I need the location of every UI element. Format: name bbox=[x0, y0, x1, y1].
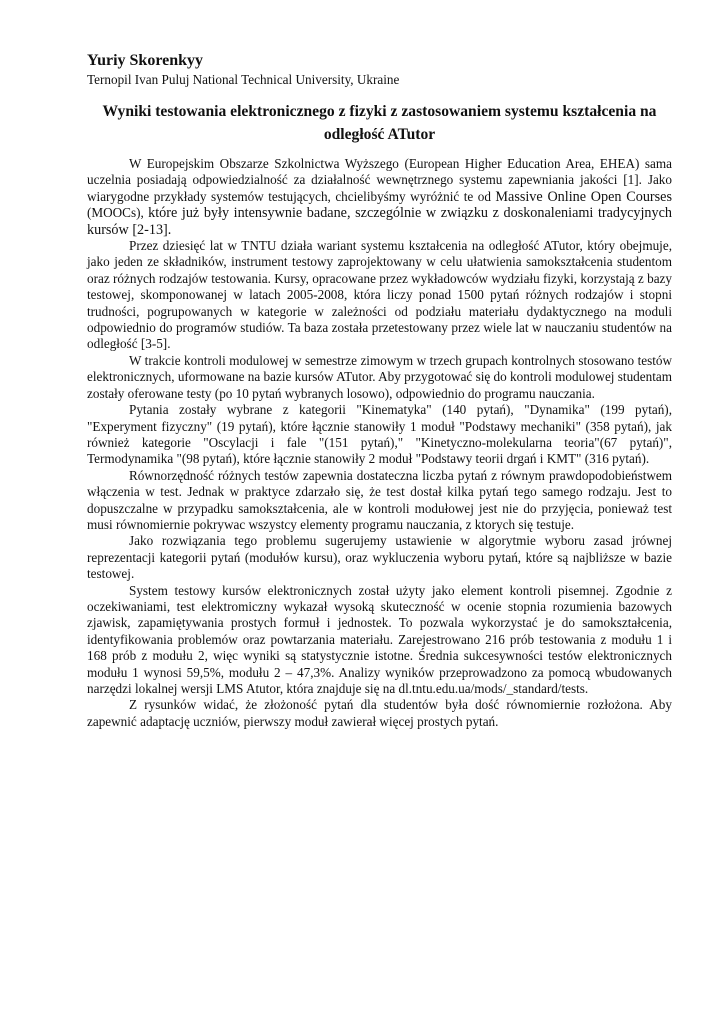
paper-title: Wyniki testowania elektronicznego z fizyki z zastosowaniem systemu kształcenia na odległość ATutor bbox=[102, 103, 657, 143]
paragraph-2: Przez dziesięć lat w TNTU działa wariant systemu kształcenia na odległość ATutor, który obejmuje, jako jeden ze składników, instrument testowy zaprojektowany w celu ułatwienia samokształcenia studentom oraz różnych rodzajów testowania. Kursy, opracowane przez wykładowców wydziału fizyki, korzystają z bazy testowej, skomponowanej w latach 2005-2008, która liczy ponad 1500 pytań różnych rodzajów i stopni trudności, pogrupowanych w kategorie w zależności od podziału materiału dydaktycznego na moduli odpowiednio do programów studiów. Ta baza została przetestowany przez wiele lat w nauczaniu studentów na odległość [3-5]. bbox=[87, 238, 672, 352]
author-name: Yuriy Skorenkyy bbox=[87, 52, 204, 69]
paragraph-6: Jako rozwiązania tego problemu sugerujemy ustawienie w algorytmie wyboru zasad jrównej reprezentacji kategorii pytań (modułów kursu), oraz wykluczenia wyboru pytań, które są najbliższe w bazie testowej. bbox=[87, 533, 672, 582]
paragraph-1-part-2: Massive Online Open Courses bbox=[495, 188, 672, 205]
paragraph-4: Pytania zostały wybrane z kategorii "Kinematyka" (140 pytań), "Dynamika" (199 pytań), "Experyment fizyczny" (19 pytań), które łącznie stanowiły 1 moduł "Podstawy mechaniki" (358 pytań), jak również kategorie "Oscylacji i fale "(151 pytań)," "Kinetyczno-molekularna teoria"(67 pytań)", Termodynamika "(98 pytań), które łącznie stanowiły 2 moduł "Podstawy teorii drgań i KMT" (316 pytań). bbox=[87, 402, 672, 467]
document-page bbox=[87, 51, 672, 730]
paragraph-7: System testowy kursów elektronicznych został użyty jako element kontroli pisemnej. Zgodnie z oczekiwaniami, test elektromiczny wykazał wysoką skuteczność w ocenie stopnia rozumienia bazowych zjawisk, zapamiętywania prostych formuł i jednostek. To pozwala wykorzystać je do samokształcenia, identyfikowania problemów oraz powtarzania materiału. Zarejestrowano 216 prób testowania z modułu 1 i 168 prób z modułu 2, więc wyniki są statystycznie istotne. Średnia sukcesywności testów elektronicznych modułu 1 wynosi 59,5%, modułu 2 – 47,3%. Analizy wyników przeprowadzono za pomocą wbudowanych narzędzi lokalnej wersji LMS Atutor, która znajduje się na dl.tntu.edu.ua/mods/_standard/tests. bbox=[87, 582, 672, 696]
author-affiliation: Ternopil Ivan Puluj National Technical University, Ukraine bbox=[87, 72, 400, 87]
paragraph-1-part-3: (MOOCs), bbox=[87, 205, 149, 221]
paragraph-5: Równorzędność różnych testów zapewnia dostateczna liczba pytań z równym prawdopodobieństwem włączenia w test. Jednak w praktyce zdarzało się, że test dostał kilka pytań tego samego rodzaju. Jest to dopuszczalne w przypadku samokształcenia, ale w kontroli modułowej jest nie do przyjęcia, ponieważ test musi równomiernie pokrywac wszystcy elementy programu nauczania, z ktorych się testuje. bbox=[87, 467, 672, 532]
paragraph-8: Z rysunków widać, że złożoność pytań dla studentów była dość równomiernie rozłożona. Aby zapewnić adaptację uczniów, pierwszy moduł zawierał więcej prostych pytań. bbox=[87, 697, 672, 729]
paragraph-1-part-1: W Europejskim Obszarze Szkolnictwa Wyższego (European Higher Education Area, EHEA) sama uczelnia posiadają odpowiedzialność za działalność wewnętrznego systemu zapewniania jakości [1]. Jako wiarygodne przykłady systemów testujących, chcielibyśmy wyróżnić te od bbox=[87, 156, 672, 204]
paragraph-1 bbox=[87, 156, 672, 238]
paragraph-1-part-4: które już były intensywnie badane, szczególnie w związku z doskonaleniami tradycyjnych kursów [2-13]. bbox=[87, 205, 673, 238]
paragraph-3: W trakcie kontroli modulowej w semestrze zimowym w trzech grupach kontrolnych stosowano testów elektronicznych, uformowane na bazie kursów ATutor. Aby przygotować się do kontroli modulowej studentam zostały oferowane testy (po 10 pytań wybranych losowo), odpowiednio do programu nauczania. bbox=[87, 352, 672, 401]
body-text bbox=[87, 156, 672, 730]
